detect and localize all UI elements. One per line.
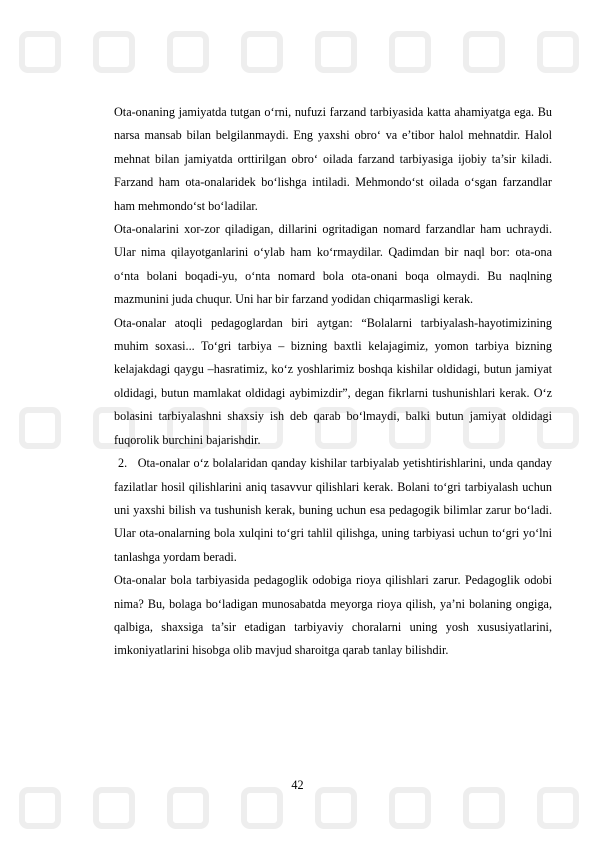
paragraph-3: Ota-onalar atoqli pedagoglardan biri aytgan: “Bolalarni tarbiyalash-hayotimizining muhim soxasi... To‘gri tarbiya – bizning baxtli kelajagimiz, yomon tarbiya bizning kelajakdagi qaygu –hasratimiz, ko‘z yoshlarimiz boshqa kishilar oldidagi, butun jamiyat oldidagi, butun mamlakat oldidagi aybimizdir”, degan fikrlarni tushunishlari kerak. O‘z bolasini tarbiyalashni shaxsiy ish deb qarab bo‘lmaydi, balki butun jamiyat oldidagi fuqorolik burchini bajarishdir. bbox=[114, 315, 552, 447]
paragraph-1: Ota-onaning jamiyatda tutgan o‘rni, nufuzi farzand tarbiyasida katta ahamiyatga ega. Bu narsa mansab bilan belgilanmaydi. Eng yaxshi obro‘ va e’tibor halol mehnatdir. Halol mehnat bilan jamiyatda orttirilgan obro‘ oilada farzand tarbiyasiga ijobiy ta’sir kiladi. Farzand ham ota-onalaridek bo‘lishga intiladi. Mehmondo‘st oilada o‘sgan farzandlar ham mehmondo‘st bo‘ladilar. bbox=[114, 105, 552, 213]
document-body bbox=[114, 101, 552, 663]
paragraph-5: Ota-onalar bola tarbiyasida pedagoglik odobiga rioya qilishlari zarur. Pedagoglik odobi nima? Bu, bolaga bo‘ladigan munosabatda meyorga rioya qilish, ya’ni bolaning ongiga, qalbiga, shaxsiga ta’sir etadigan tarbiyaviy choralarni uning yosh xususiyatlarini, imkoniyatlarini hisobga olib mavjud sharoitga qarab tanlay bilishdir. bbox=[114, 573, 552, 658]
page-number: 42 bbox=[291, 778, 304, 792]
paragraph-2: Ota-onalarini xor-zor qiladigan, dillarini ogritadigan nomard farzandlar ham uchraydi. Ular nima qilayotganlarini o‘ylab ham ko‘rmaydilar. Qadimdan bir naql bor: ota-ona o‘nta bolani boqadi-yu, o‘nta nomard bola ota-onani boqa olmaydi. Bu naqlning mazmunini juda chuqur. Uni har bir farzand yodidan chiqarmasligi kerak. bbox=[114, 222, 552, 307]
list-item-text: Ota-onalar o‘z bolalaridan qanday kishilar tarbiyalab yetishtirishlarini, unda qanday fazilatlar hosil qilishlarini aniq tasavvur qilishlari kerak. Bolani to‘gri tarbiyalash uchun uni yaxshi bilish va tushunish kerak, buning uchun esa pedagogik bilimlar zarur bo‘ladi. Ular ota-onalarning bola xulqini to‘gri tahlil qilishga, uning tarbiyasi uchun to‘gri yo‘lni tanlashga yordam beradi. bbox=[114, 456, 553, 564]
list-number: 2. bbox=[118, 456, 128, 471]
numbered-paragraph bbox=[114, 452, 552, 569]
